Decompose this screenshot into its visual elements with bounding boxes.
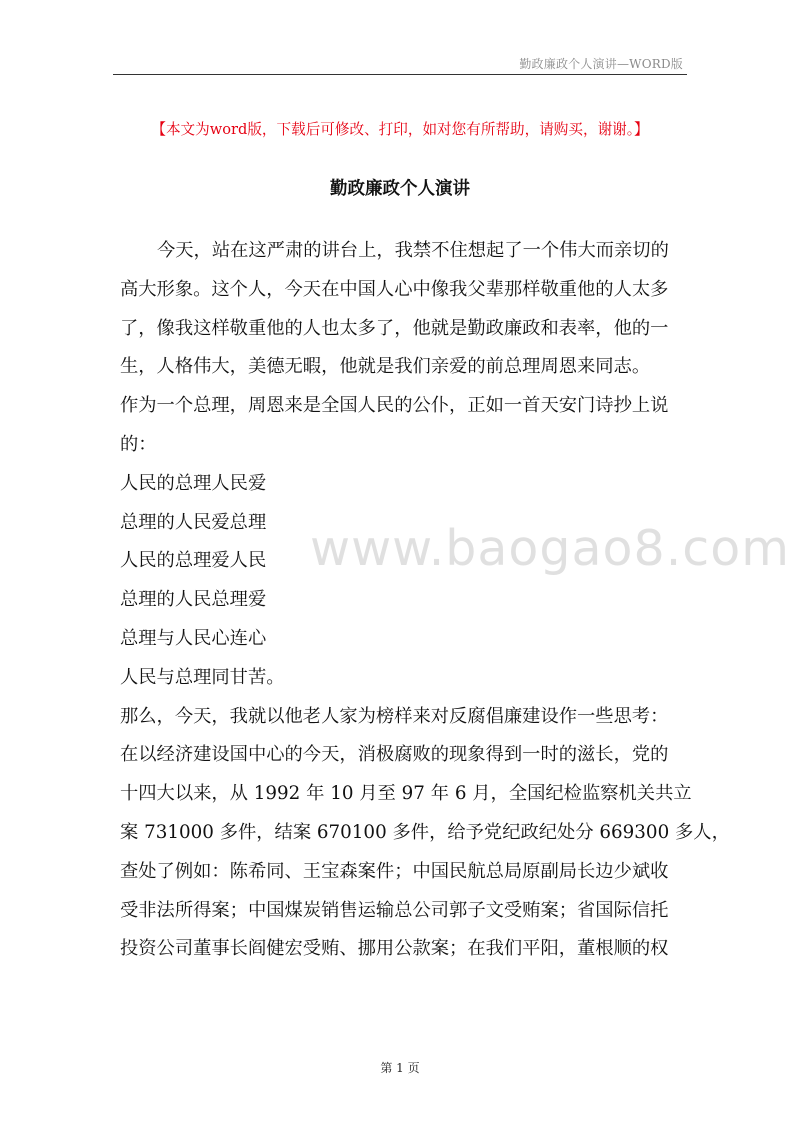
- document-title: 勤政廉政个人演讲: [330, 179, 470, 199]
- document-body: [120, 232, 730, 969]
- poem-line: 总理与人民心连心: [120, 627, 267, 649]
- body-line: 高大形象。这个人，今天在中国人心中像我父辈那样敬重他的人太多: [120, 278, 669, 300]
- purchase-notice: 【本文为word版，下载后可修改、打印，如对您有所帮助，请购买，谢谢。】: [151, 121, 649, 138]
- poem-line: 人民与总理同甘苦。: [120, 666, 285, 688]
- poem-line: 人民的总理人民爱: [120, 472, 267, 494]
- body-line: 受非法所得案；中国煤炭销售运输总公司郭子文受贿案；省国际信托: [120, 899, 669, 921]
- page-header: [113, 52, 687, 75]
- watermark: www.baogao8.com: [310, 520, 790, 577]
- body-line: 今天，站在这严肃的讲台上，我禁不住想起了一个伟大而亲切的: [157, 240, 669, 261]
- body-line: 的：: [120, 433, 157, 455]
- body-line: 在以经济建设国中心的今天，消极腐败的现象得到一时的滋长，党的: [120, 744, 669, 766]
- header-text: 勤政廉政个人演讲—WORD版: [519, 57, 683, 71]
- body-line: 投资公司董事长阎健宏受贿、挪用公款案；在我们平阳，董根顺的权: [120, 938, 669, 960]
- body-line: 十四大以来，从 1992 年 10 月至 97 年 6 月，全国纪检监察机关共立: [120, 783, 692, 805]
- body-line: 生，人格伟大，美德无暇，他就是我们亲爱的前总理周恩来同志。: [120, 356, 651, 378]
- poem-line: 总理的人民爱总理: [120, 511, 267, 533]
- poem-line: 总理的人民总理爱: [120, 589, 267, 611]
- body-line: 作为一个总理，周恩来是全国人民的公仆，正如一首天安门诗抄上说: [120, 395, 669, 417]
- page-number: 第 1 页: [380, 1061, 420, 1075]
- body-line: 案 731000 多件，结案 670100 多件，给予党纪政纪处分 669300 多人，: [120, 821, 730, 843]
- body-line: 了，像我这样敬重他的人也太多了，他就是勤政廉政和表率，他的一: [120, 317, 669, 339]
- body-line: 那么，今天，我就以他老人家为榜样来对反腐倡廉建设作一些思考：: [120, 705, 669, 727]
- poem-line: 人民的总理爱人民: [120, 550, 267, 572]
- body-line: 查处了例如：陈希同、王宝森案件；中国民航总局原副局长边少斌收: [120, 860, 669, 882]
